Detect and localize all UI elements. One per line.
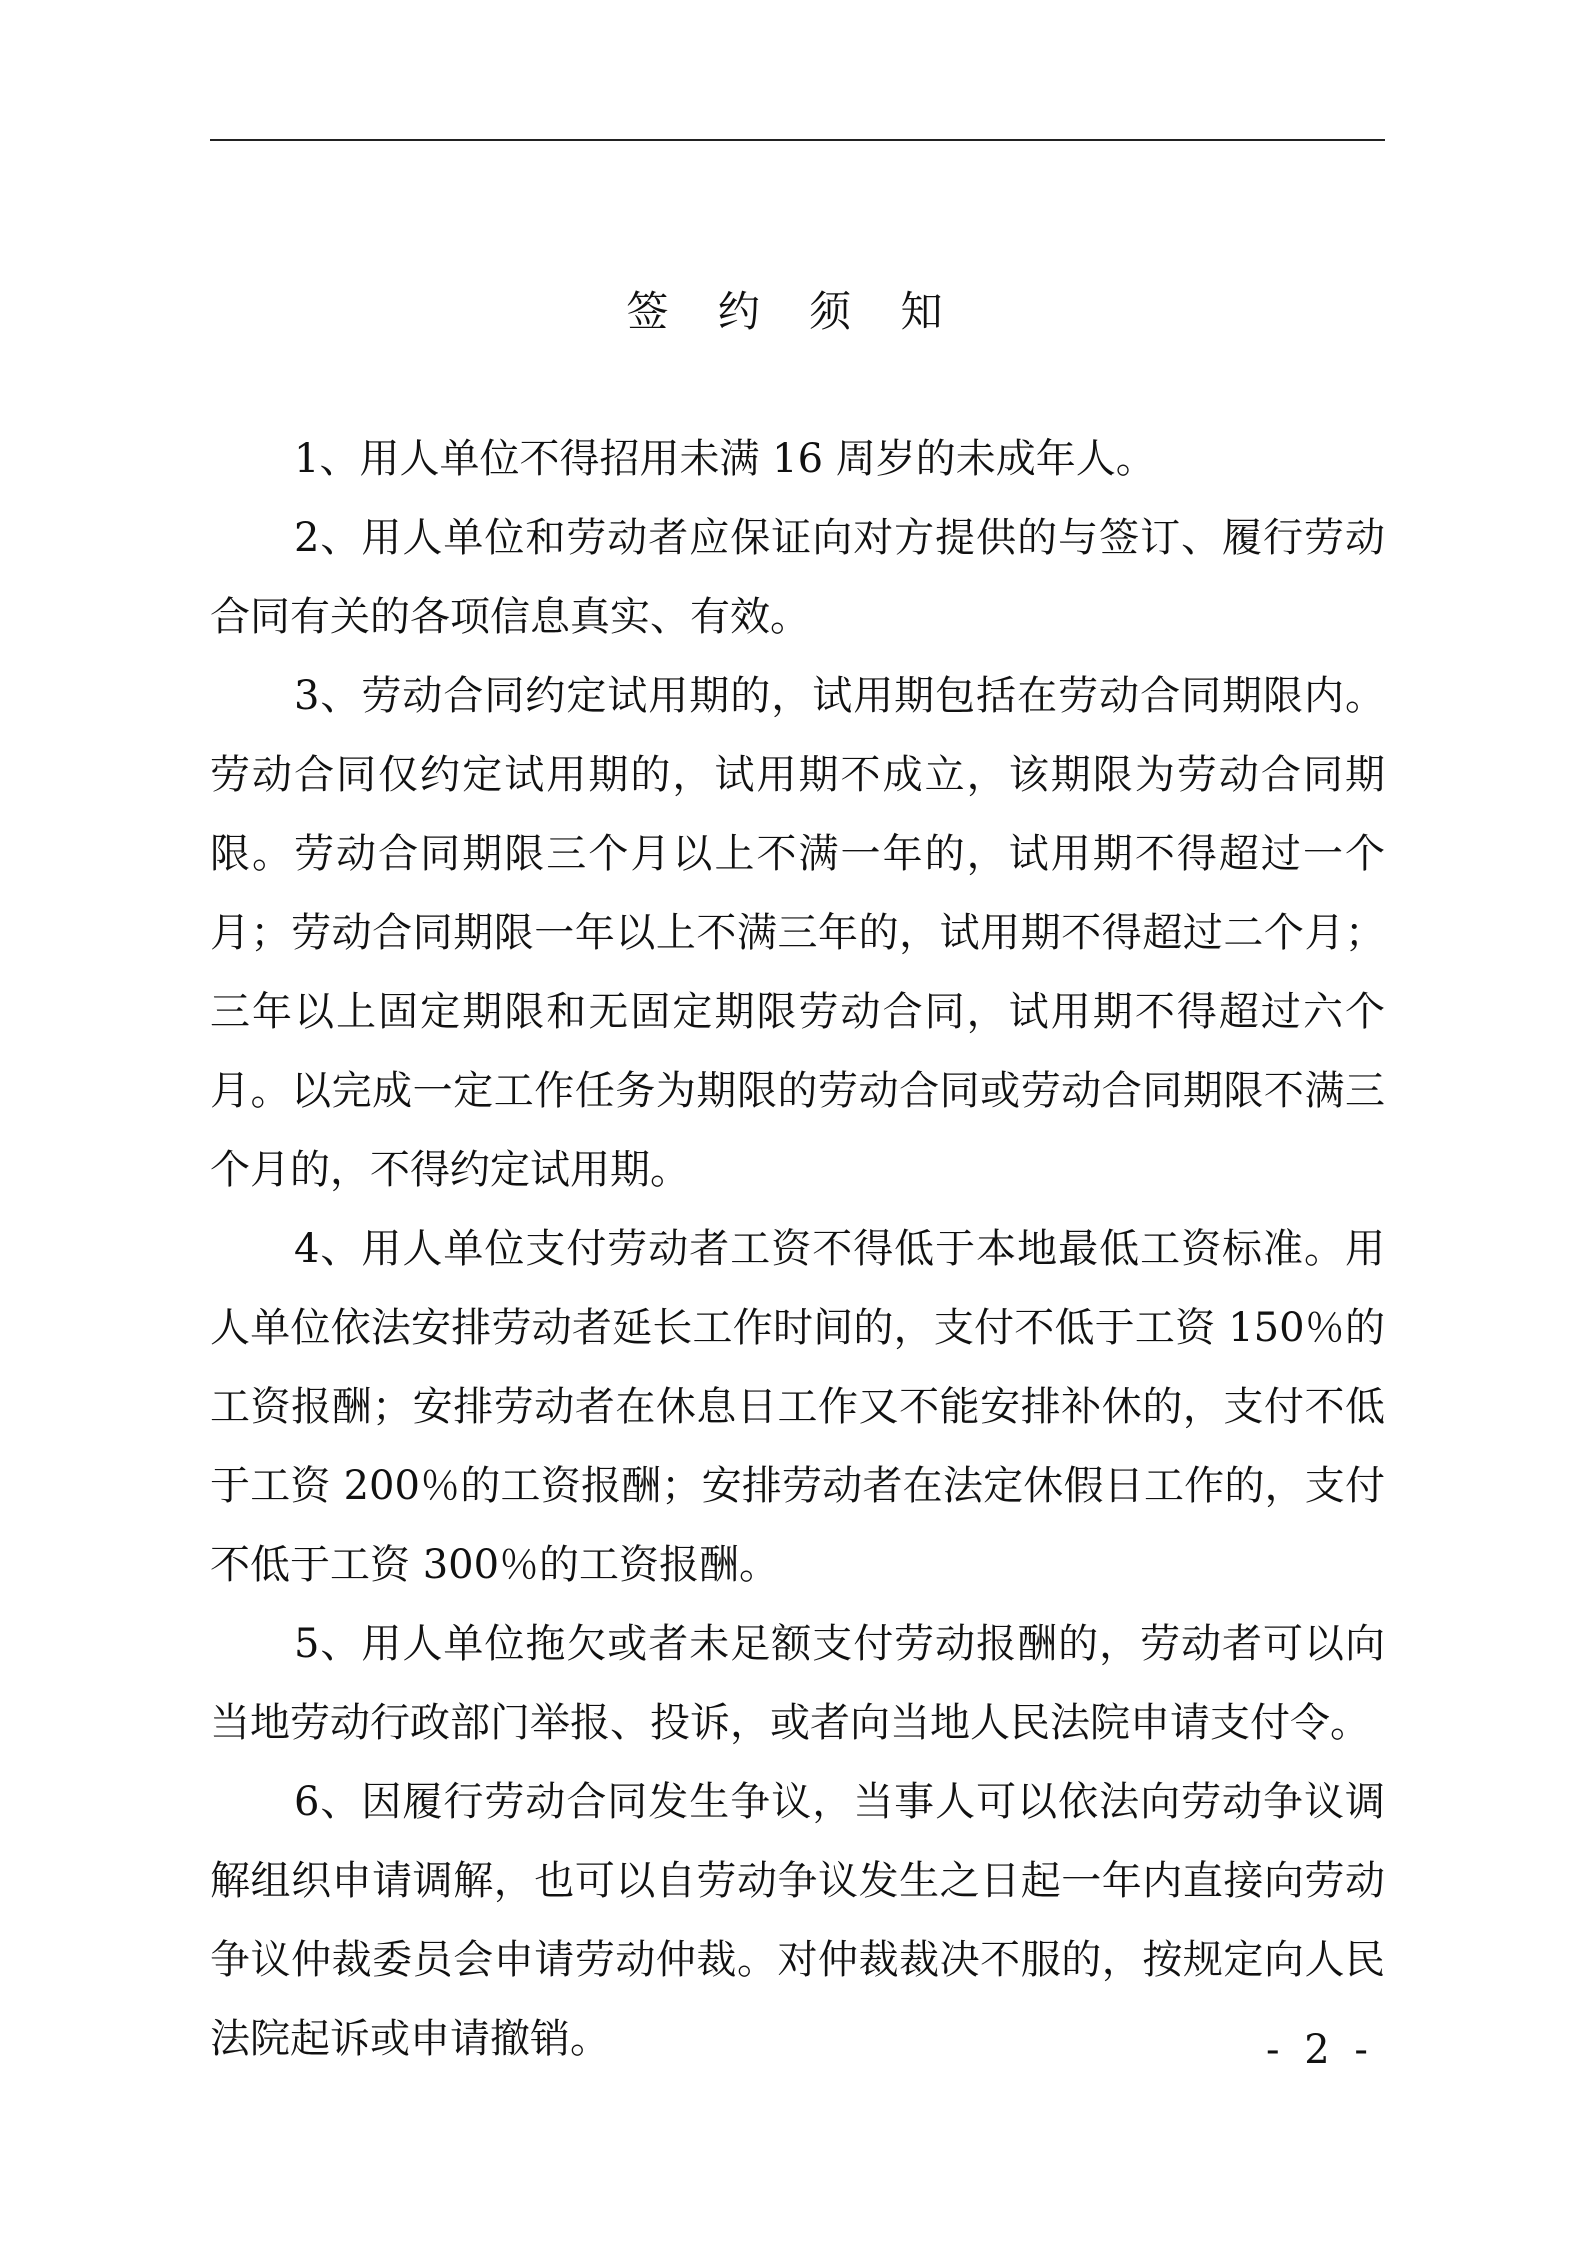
clause-6: 6、因履行劳动合同发生争议，当事人可以依法向劳动争议调解组织申请调解，也可以自劳动争议发生之日起一年内直接向劳动争议仲裁委员会申请劳动仲裁。对仲裁裁决不服的，按规定向人民法院起诉或申请撤销。 (210, 1779, 1385, 2062)
clause-3: 3、劳动合同约定试用期的，试用期包括在劳动合同期限内。劳动合同仅约定试用期的，试用期不成立，该期限为劳动合同期限。劳动合同期限三个月以上不满一年的，试用期不得超过一个月；劳动合同期限一年以上不满三年的，试用期不得超过二个月；三年以上固定期限和无固定期限劳动合同，试用期不得超过六个月。以完成一定工作任务为期限的劳动合同或劳动合同期限不满三个月的，不得约定试用期。 (210, 673, 1385, 1193)
clause-1: 1、用人单位不得招用未满 16 周岁的未成年人。 (294, 436, 1156, 482)
clause-4: 4、用人单位支付劳动者工资不得低于本地最低工资标准。用人单位依法安排劳动者延长工作时间的，支付不低于工资 150％的工资报酬；安排劳动者在休息日工作又不能安排补休的，支付不低于工资 200％的工资报酬；安排劳动者在法定休假日工作的，支付不低于工资 300％的工资报酬。 (210, 1226, 1385, 1588)
document-title: 签 约 须 知 (626, 287, 961, 336)
clause-5: 5、用人单位拖欠或者未足额支付劳动报酬的，劳动者可以向当地劳动行政部门举报、投诉，或者向当地人民法院申请支付令。 (210, 1621, 1385, 1746)
header-rule (210, 139, 1385, 141)
clause-2: 2、用人单位和劳动者应保证向对方提供的与签订、履行劳动合同有关的各项信息真实、有效。 (210, 515, 1385, 640)
clause-list (210, 420, 1385, 2079)
page-number: - 2 - (1266, 2027, 1374, 2073)
